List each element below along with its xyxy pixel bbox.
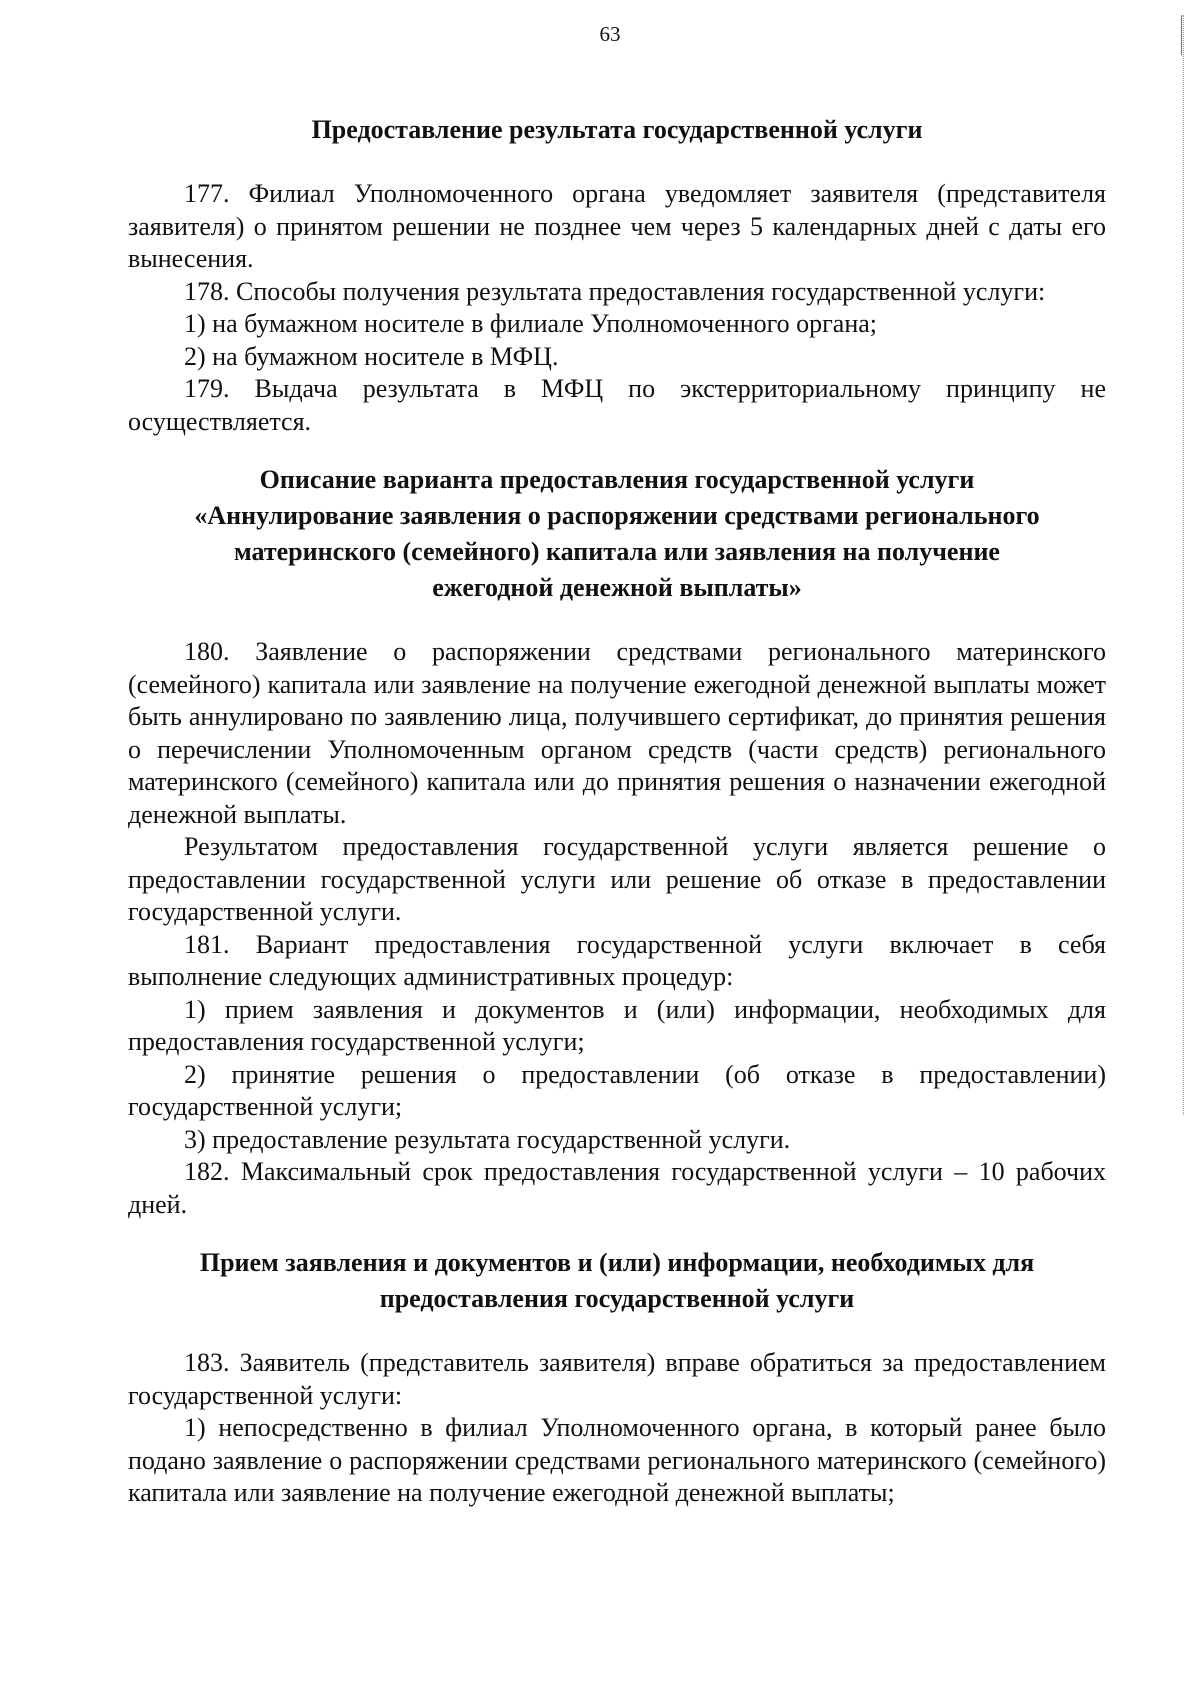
paragraph-183: 183. Заявитель (представитель заявителя) вправе обратиться за предоставлением государственной услуги: [128, 1348, 1106, 1410]
list-item: 1) прием заявления и документов и (или) информации, необходимых для предоставления государственной услуги; [128, 994, 1106, 1056]
spacer [128, 1221, 1106, 1245]
paragraph-180: 180. Заявление о распоряжении средствами регионального материнского (семейного) капитала или заявление на получение ежегодной денежной выплаты может быть аннулировано по заявлению лица, получившего сертификат, до принятия решения о перечислении Уполномоченным органом средств (части средств) регионального материнского (семейного) капитала или до принятия решения о назначении ежегодной денежной выплаты. [128, 637, 1106, 829]
heading-line: «Аннулирование заявления о распоряжении средствами регионального [194, 501, 1040, 530]
paragraph-178: 178. Способы получения результата предоставления государственной услуги: [184, 276, 1046, 306]
spacer [128, 438, 1106, 462]
scan-edge-line [1183, 15, 1184, 1115]
spacer [128, 1317, 1106, 1347]
page-number: 63 [599, 22, 621, 46]
section-result-provision [128, 112, 1106, 438]
list-item: 1) непосредственно в филиал Уполномоченного органа, в который ранее было подано заявление о распоряжении средствами регионального материнского (семейного) капитала или заявление на получение ежегодной денежной выплаты; [128, 1413, 1106, 1507]
paragraph-181: 181. Вариант предоставления государственной услуги включает в себя выполнение следующих административных процедур: [128, 929, 1106, 991]
heading-line: материнского (семейного) капитала или заявления на получение [234, 537, 1000, 566]
heading-line: ежегодной денежной выплаты» [432, 573, 802, 602]
paragraph-179: 179. Выдача результата в МФЦ по экстерриториальному принципу не осуществляется. [128, 374, 1106, 436]
section-application-intake [128, 1245, 1106, 1510]
list-item: 3) предоставление результата государственной услуги. [184, 1124, 791, 1154]
paragraph-177: 177. Филиал Уполномоченного органа уведомляет заявителя (представителя заявителя) о принятом решении не позднее чем через 5 календарных дней с даты его вынесения. [128, 179, 1106, 273]
section-heading [128, 462, 1106, 606]
heading-line: Прием заявления и документов и (или) информации, необходимых для [199, 1248, 1035, 1277]
heading-line: предоставления государственной услуги [379, 1284, 855, 1313]
paragraph-182: 182. Максимальный срок предоставления государственной услуги – 10 рабочих дней. [128, 1157, 1106, 1219]
heading-line: Предоставление результата государственной услуги [311, 115, 923, 144]
section-variant-description [128, 462, 1106, 1221]
spacer [128, 148, 1106, 178]
heading-line: Описание варианта предоставления государственной услуги [259, 465, 975, 494]
list-item: 2) на бумажном носителе в МФЦ. [184, 341, 559, 371]
paragraph-result: Результатом предоставления государственной услуги является решение о предоставлении государственной услуги или решение об отказе в предоставлении государственной услуги. [128, 832, 1106, 926]
list-item: 1) на бумажном носителе в филиале Уполномоченного органа; [184, 309, 878, 338]
section-heading [128, 1245, 1106, 1317]
section-heading [128, 112, 1106, 148]
spacer [128, 606, 1106, 636]
list-item: 2) принятие решения о предоставлении (об отказе в предоставлении) государственной услуги; [128, 1059, 1106, 1121]
scan-edge-mark [1181, 15, 1182, 55]
document-body [128, 112, 1106, 1510]
